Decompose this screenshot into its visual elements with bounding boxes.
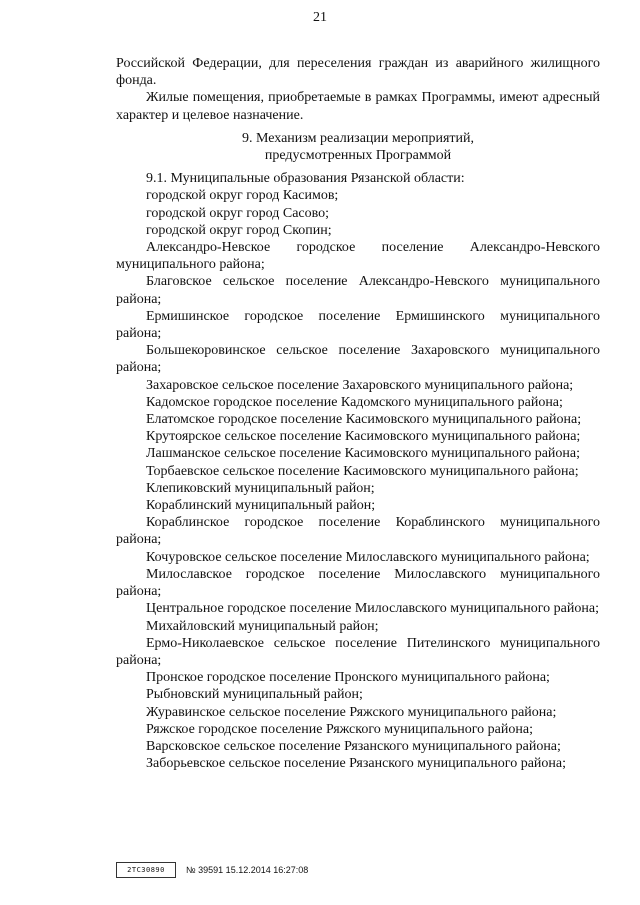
list-item: Кораблинское городское поселение Кораблинского муниципального района; <box>116 515 600 548</box>
list-item: городской округ город Скопин; <box>146 222 332 238</box>
registration-number: № 39591 15.12.2014 16:27:08 <box>186 865 309 875</box>
list-item: Рыбновский муниципальный район; <box>146 687 363 703</box>
list-item: Большекоровинское сельское поселение Захаровского муниципального района; <box>116 343 600 376</box>
barcode-stamp: 2TC30890 <box>116 862 176 878</box>
paragraph: Российской Федерации, для переселения граждан из аварийного жилищного фонда. <box>116 56 600 89</box>
list-item: Ермо-Николаевское сельское поселение Пителинского муниципального района; <box>116 635 600 668</box>
list-item: Михайловский муниципальный район; <box>146 618 379 634</box>
list-item: Клепиковский муниципальный район; <box>146 480 375 496</box>
list-item: Александро-Невское городское поселение Александро-Невского муниципального района; <box>116 240 600 273</box>
list-item: городской округ город Касимов; <box>146 188 339 204</box>
list-item: Елатомское городское поселение Касимовского муниципального района; <box>146 412 582 428</box>
list-item: Журавинское сельское поселение Ряжского муниципального района; <box>146 704 557 720</box>
list-item: Благовское сельское поселение Александро-Невского муниципального района; <box>116 274 600 307</box>
list-item: Торбаевское сельское поселение Касимовского муниципального района; <box>146 463 579 479</box>
page-footer <box>116 862 308 878</box>
section-title <box>116 130 600 164</box>
list-item: Кадомское городское поселение Кадомского муниципального района; <box>146 394 563 410</box>
page-number: 21 <box>313 10 327 25</box>
list-intro: 9.1. Муниципальные образования Рязанской области: <box>146 171 465 187</box>
list-item: Крутоярское сельское поселение Касимовского муниципального района; <box>146 429 581 445</box>
list-item: Ермишинское городское поселение Ермишинского муниципального района; <box>116 308 600 342</box>
list-item: Центральное городское поселение Милославского муниципального района; <box>146 601 599 617</box>
list-item: Милославское городское поселение Милославского муниципального района; <box>116 566 600 600</box>
paragraph: Жилые помещения, приобретаемые в рамках Программы, имеют адресный характер и целевое назначение. <box>116 90 600 123</box>
list-item: Кочуровское сельское поселение Милославского муниципального района; <box>146 549 590 565</box>
list-item: Заборьевское сельское поселение Рязанского муниципального района; <box>146 756 567 772</box>
list-item: Кораблинский муниципальный район; <box>146 498 376 514</box>
list-item: Ряжское городское поселение Ряжского муниципального района; <box>146 721 533 737</box>
municipalities-list <box>116 187 600 772</box>
section-title-line: 9. Механизм реализации мероприятий, <box>241 130 475 146</box>
section-title-line: предусмотренных Программой <box>264 148 452 164</box>
list-item: Захаровское сельское поселение Захаровского муниципального района; <box>146 377 574 393</box>
list-item: Лашманское сельское поселение Касимовского муниципального района; <box>146 446 581 462</box>
document-body <box>116 55 600 772</box>
list-item: Пронское городское поселение Пронского муниципального района; <box>146 670 550 686</box>
list-item: Варсковское сельское поселение Рязанского муниципального района; <box>146 738 561 754</box>
list-item: городской округ город Сасово; <box>146 205 330 221</box>
